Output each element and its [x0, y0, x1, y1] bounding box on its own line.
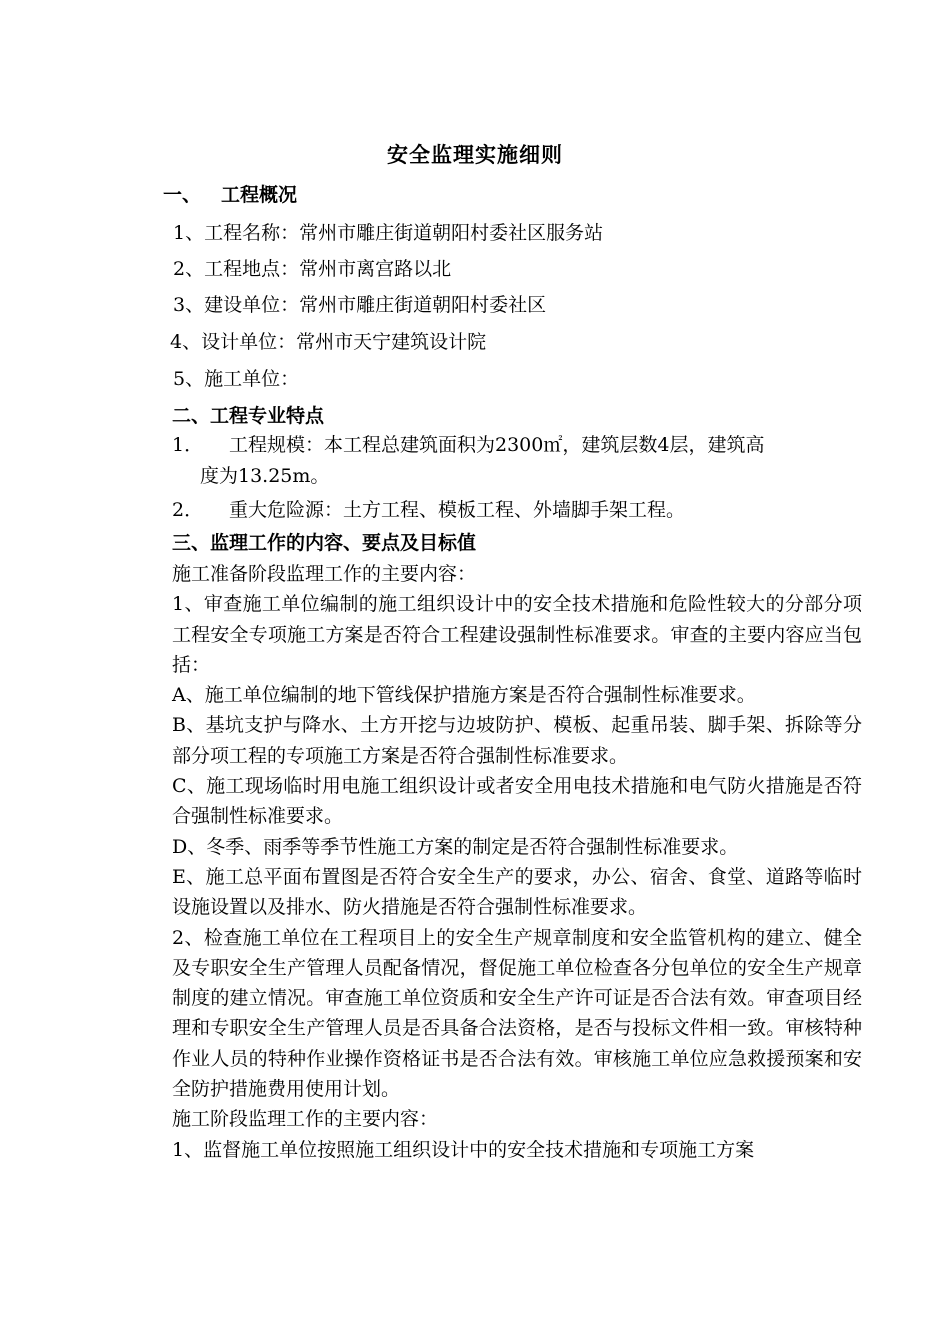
hazard-item-number: 2．	[172, 499, 204, 521]
paragraph-c: C、施工现场临时用电施工组织设计或者安全用电技术措施和电气防火措施是否符合强制性标准要求。	[172, 775, 862, 828]
paragraph-b: B、基坑支护与降水、土方开挖与边坡防护、模板、起重吊装、脚手架、拆除等分部分项工程的专项施工方案是否符合强制性标准要求。	[172, 714, 862, 767]
prep-stage-title: 施工准备阶段监理工作的主要内容：	[172, 563, 477, 585]
paragraph-1: 1、审查施工单位编制的施工组织设计中的安全技术措施和危险性较大的分部分项工程安全专项施工方案是否符合工程建设强制性标准要求。审查的主要内容应当包括：	[172, 593, 862, 676]
section-3-heading: 三、监理工作的内容、要点及目标值	[172, 532, 477, 554]
hazard-item-text: 重大危险源：土方工程、模板工程、外墙脚手架工程。	[229, 499, 686, 521]
paragraph-e: E、施工总平面布置图是否符合安全生产的要求，办公、宿舍、食堂、道路等临时设施设置以及排水、防火措施是否符合强制性标准要求。	[172, 865, 862, 919]
paragraph-2: 2、检查施工单位在工程项目上的安全生产规章制度和安全监管机构的建立、健全及专职安全生产管理人员配备情况，督促施工单位检查各分包单位的安全生产规章制度的建立情况。审查施工单位资质和安全生产许可证是否合法有效。审查项目经理和专职安全生产管理人员是否具备合法资格，是否与投标文件相一致。审核特种作业人员的特种作业操作资格证书是否合法有效。审核施工单位应急救援预案和安全防护措施费用使用计划。	[172, 926, 862, 1101]
construction-unit-item: 3、建设单位：常州市雕庄街道朝阳村委社区	[173, 294, 547, 316]
section-2-heading: 二、工程专业特点	[172, 405, 325, 427]
construction-stage-title: 施工阶段监理工作的主要内容：	[172, 1108, 439, 1131]
project-location-item: 2、工程地点：常州市离宫路以北	[173, 258, 452, 280]
contractor-item: 5、施工单位：	[173, 368, 300, 390]
page-title: 安全监理实施细则	[387, 142, 563, 167]
section-3-body	[172, 559, 862, 1165]
paragraph-3: 1、监督施工单位按照施工组织设计中的安全技术措施和专项施工方案	[172, 1138, 755, 1161]
project-name-item: 1、工程名称：常州市雕庄街道朝阳村委社区服务站	[173, 222, 604, 244]
scale-item-number: 1．	[172, 434, 204, 456]
design-unit-item: 4、设计单位：常州市天宁建筑设计院	[170, 331, 487, 353]
scale-item-continuation: 度为13.25m。	[200, 465, 330, 487]
paragraph-d: D、冬季、雨季等季节性施工方案的制定是否符合强制性标准要求。	[172, 835, 739, 858]
section-1-number: 一、	[163, 184, 202, 206]
scale-item-text: 工程规模：本工程总建筑面积为2300㎡，建筑层数4层，建筑高	[229, 434, 765, 456]
section-1-heading: 工程概况	[221, 184, 298, 206]
paragraph-a: A、施工单位编制的地下管线保护措施方案是否符合强制性标准要求。	[172, 684, 756, 707]
